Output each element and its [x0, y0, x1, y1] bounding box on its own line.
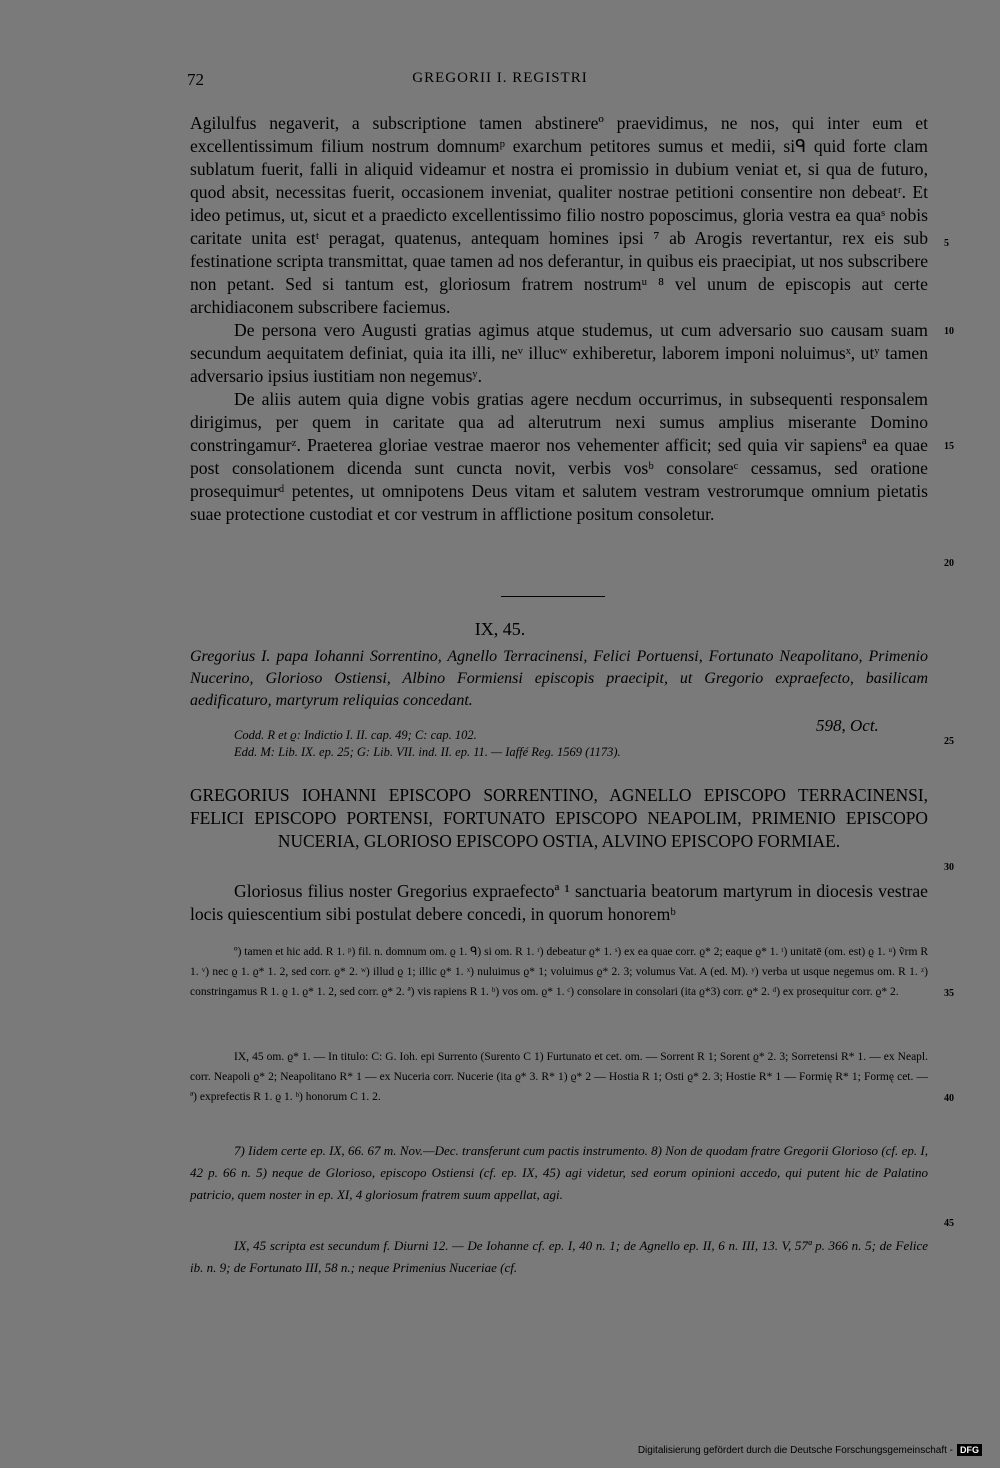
footer-text: Digitalisierung gefördert durch die Deutsche Forschungsgemeinschaft -	[637, 1445, 953, 1456]
commentary-notes	[190, 1140, 928, 1206]
letter-date: 598, Oct.	[816, 716, 879, 735]
paragraph-2: De persona vero Augusti gratias agimus atque studemus, ut cum adversario suo causam suam secundum aequitatem definiat, quia ita illi, neᵛ illucʷ exhiberetur, laborem imponi noluimusˣ, utʸ tamen adversario ipsius iustitiam non negemusʸ.	[190, 320, 928, 386]
main-text-1	[190, 112, 928, 526]
line-number: 30	[944, 862, 954, 873]
letter-address: GREGORIUS IOHANNI EPISCOPO SORRENTINO, AGNELLO EPISCOPO TERRACINENSI, FELICI EPISCOPO PORTENSI, FORTUNATO EPISCOPO NEAPOLIM, PRIMENIO EPISCOPO NUCERIA, GLORIOSO EPISCOPO OSTIA, ALVINO EPISCOPO FORMIAE.	[190, 785, 928, 851]
letter-number: IX, 45.	[474, 619, 526, 639]
line-number: 45	[944, 1218, 954, 1229]
line-number: 20	[944, 558, 954, 569]
footnote-text: º) tamen et hic add. R 1. ᵖ) fil. n. domnum om. ϱ 1. ᑫ) si om. R 1. ʳ) debeatur ϱ* 1. ˢ) ex ea quae corr. ϱ* 2; eaque ϱ* 1. ᵗ) unitatē (om. est) ϱ 1. ᵘ) ṽrm R 1. ᵛ) nec ϱ 1. ϱ* 1. 2, sed corr. ϱ* 2. ʷ) illud ϱ 1; illic ϱ* 1. ˣ) nuluimus ϱ* 1; voluimus ϱ* 2. 3; volumus Vat. A (ed. M). ʸ) verba ut usque negemus om. R 1. ᶻ) constringamus R 1. ϱ 1. ϱ* 1. 2, sed corr. ϱ* 2. ª) vis rapiens R 1. ᵇ) vos om. ϱ* 1. ᶜ) consolare in consolari (ita ϱ*3) corr. ϱ* 2. ᵈ) ex prosequitur corr. ϱ* 2.	[190, 946, 928, 998]
line-number: 25	[944, 736, 954, 747]
running-head: GREGORII I. REGISTRI	[412, 70, 588, 86]
apparatus-footnotes	[190, 942, 928, 1002]
edd-line: Edd. M: Lib. IX. ep. 25; G: Lib. VII. ind. II. ep. 11. — Iaffé Reg. 1569 (1173).	[234, 745, 621, 759]
regest-text: Gregorius I. papa Iohanni Sorrentino, Agnello Terracinensi, Felici Portuensi, Fortunato Neapolitano, Primenio Nucerino, Glorioso Ostiensi, Albino Formiensi episcopis praecipit, ut Gregorio expraefecto, basilicam aedificaturo, martyrum reliquias concedant.	[190, 648, 928, 709]
dfg-logo: DFG	[957, 1444, 982, 1456]
line-number: 10	[944, 326, 954, 337]
line-number: 35	[944, 988, 954, 999]
manuscript-info	[190, 727, 972, 761]
main-text-2	[190, 880, 928, 926]
apparatus-title	[190, 1047, 928, 1107]
footnote-text: IX, 45 scripta est secundum f. Diurni 12. — De Iohanne cf. ep. I, 40 n. 1; de Agnello ep. II, 6 n. III, 13. V, 57ª p. 366 n. 5; de Felice ib. n. 9; de Fortunato III, 58 n.; neque Primenius Nuceriae (cf.	[190, 1238, 928, 1275]
codd-line: Codd. R et ϱ: Indictio I. II. cap. 49; C: cap. 102.	[234, 728, 477, 742]
line-number: 40	[944, 1093, 954, 1104]
section-divider	[501, 596, 605, 597]
footnote-text: 7) Iidem certe ep. IX, 66. 67 m. Nov.—Dec. transferunt cum pactis instrumento. 8) Non de quodam fratre Gregorii Glorioso (cf. ep. I, 42 p. 66 n. 5) neque de Glorioso, episcopo Ostiensi (cf. ep. IX, 45) agi videtur, sed eorum opinioni accedo, qui putent hic de Palatino patricio, quem noster in ep. XI, 4 gloriosum fratrem suum appellat, agi.	[190, 1143, 928, 1202]
digitization-footer	[638, 1444, 982, 1456]
page-number: 72	[187, 70, 204, 89]
line-number: 15	[944, 441, 954, 452]
commentary-notes-2	[190, 1235, 928, 1279]
paragraph-3: De aliis autem quia digne vobis gratias agere necdum occurrimus, in subsequenti responsalem dirigimus, per quem in caritate qua ad alterutrum nexi sumus amplius miserante Domino constringamurᶻ. Praeterea gloriae vestrae maeror nos vehementer afficit; sed quia vir sapiensª ea quae post consolationem dicenda sunt cuncta novit, verbis vosᵇ consolareᶜ cessamus, sed oratione prosequimurᵈ petentes, ut omnipotens Deus vitam et salutem vestram vestrorumque omnium pietatis suae protectione custodiat et cor vestrum in afflictione positum consoletur.	[190, 389, 928, 524]
paragraph-1: Agilulfus negaverit, a subscriptione tamen abstinereº praevidimus, ne nos, qui inter eum et excellentissimum filium nostrum domnumᵖ exarchum petitores sumus et medii, siᑫ quid forte clam sublatum fuerit, falli in aliquid videamur et nostra ei promissio in dubium veniat et, si qua de futuro, quod absit, necessitas fuerit, occasionem inveniat, qualiter nostrae petitioni consentire non debeatʳ. Et ideo petimus, ut, sicut et a praedicto excellentissimo filio nostro poposcimus, gloria vestra ea quaˢ nobis caritate unita estᵗ peragat, quatenus, antequam homines ipsi ⁷ ab Arogis revertantur, rex eis sub festinatione scripta transmittat, quae tamen ad nos deferantur, in quibus eis praecipiat, ut nos subscribere non petant. Sed si tantum est, gloriosum fratrem nostrumᵘ ⁸ vel unum de episcopis aut certe archidiaconem subscribere faciemus.	[190, 113, 928, 317]
letter-opening: Gloriosus filius noster Gregorius expraefectoª ¹ sanctuaria beatorum martyrum in diocesis vestrae locis quiescentium sibi postulat debere concedi, in quorum honoremᵇ	[190, 881, 928, 924]
line-number: 5	[944, 238, 949, 249]
letter-regest	[190, 646, 928, 712]
footnote-text: IX, 45 om. ϱ* 1. — In titulo: C: G. Ioh. epi Surrento (Surento C 1) Furtunato et cet. om. — Sorrent R 1; Sorent ϱ* 2. 3; Sorretensi R* 1. — ex Neapl. corr. Neapoli ϱ* 2; Neapolitano R* 1 — ex Nuceria corr. Nucerie (ita ϱ* 3. R* 1) ϱ* 2 — Hostia R 1; Osti ϱ* 2. 3; Hostie R* 1 — Formię R* 1; Formę cet. — ª) exprefectis R 1. ϱ 1. ᵇ) honorum C 1. 2.	[190, 1051, 928, 1103]
